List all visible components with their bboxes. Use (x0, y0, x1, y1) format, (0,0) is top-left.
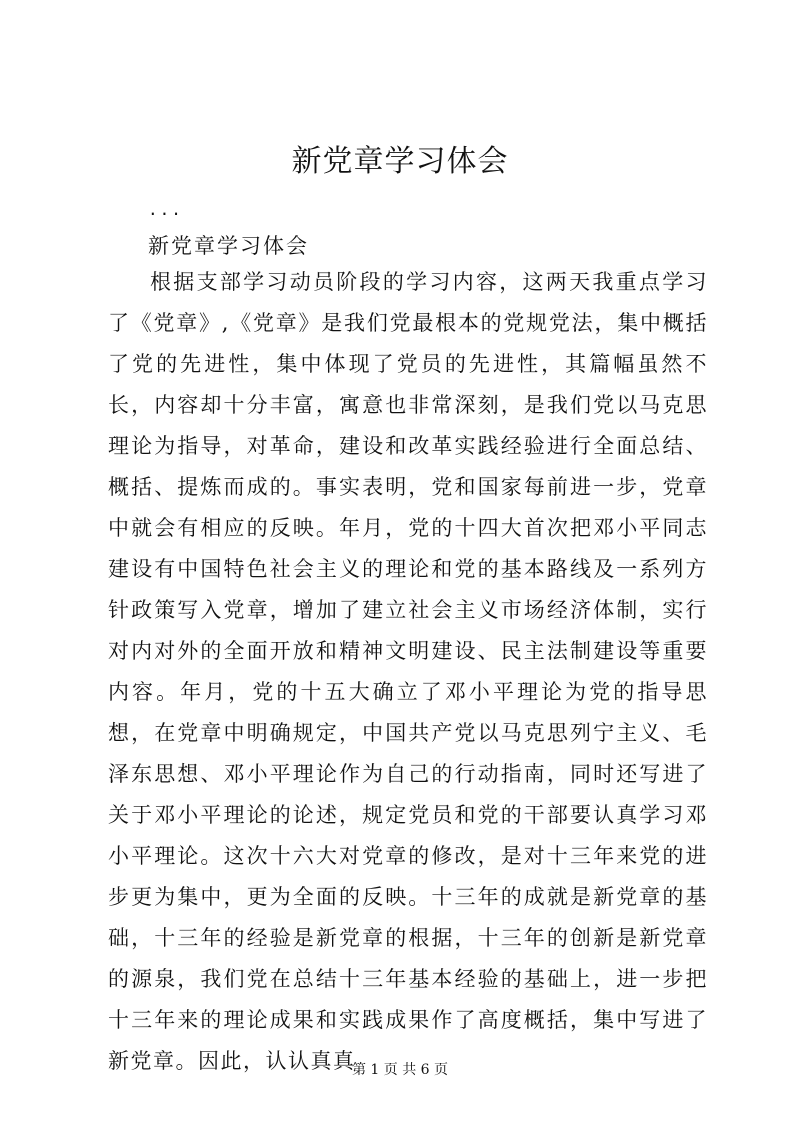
document-title: 新党章学习体会 (291, 144, 509, 179)
body-paragraph: 根据支部学习动员阶段的学习内容，这两天我重点学习了《党章》,《党章》是我们党最根本的党规党法，集中概括了党的先进性，集中体现了党员的先进性，其篇幅虽然不长，内容却十分丰富，寓意也非常深刻，是我们党以马克思理论为指导，对革命，建设和改革实践经验进行全面总结、概括、提炼而成的。事实表明，党和国家每前进一步，党章中就会有相应的反映。年月，党的十四大首次把邓小平同志建设有中国特色社会主义的理论和党的基本路线及一系列方针政策写入党章，增加了建立社会主义市场经济体制，实行对内对外的全面开放和精神文明建设、民主法制建设等重要内容。年月，党的十五大确立了邓小平理论为党的指导思想，在党章中明确规定，中国共产党以马克思列宁主义、毛泽东思想、邓小平理论作为自己的行动指南，同时还写进了关于邓小平理论的论述，规定党员和党的干部要认真学习邓小平理论。这次十六大对党章的修改，是对十三年来党的进步更为集中，更为全面的反映。十三年的成就是新党章的基础，十三年的经验是新党章的根据，十三年的创新是新党章的源泉，我们党在总结十三年基本经验的基础上，进一步把十三年来的理论成果和实践成果作了高度概括，集中写进了新党章。因此，认认真真 (108, 270, 708, 1073)
page-footer: 第 1 页 共 6 页 (351, 1062, 449, 1078)
document-subtitle: 新党章学习体会 (148, 234, 309, 258)
ellipsis-marker: ... (148, 200, 183, 219)
